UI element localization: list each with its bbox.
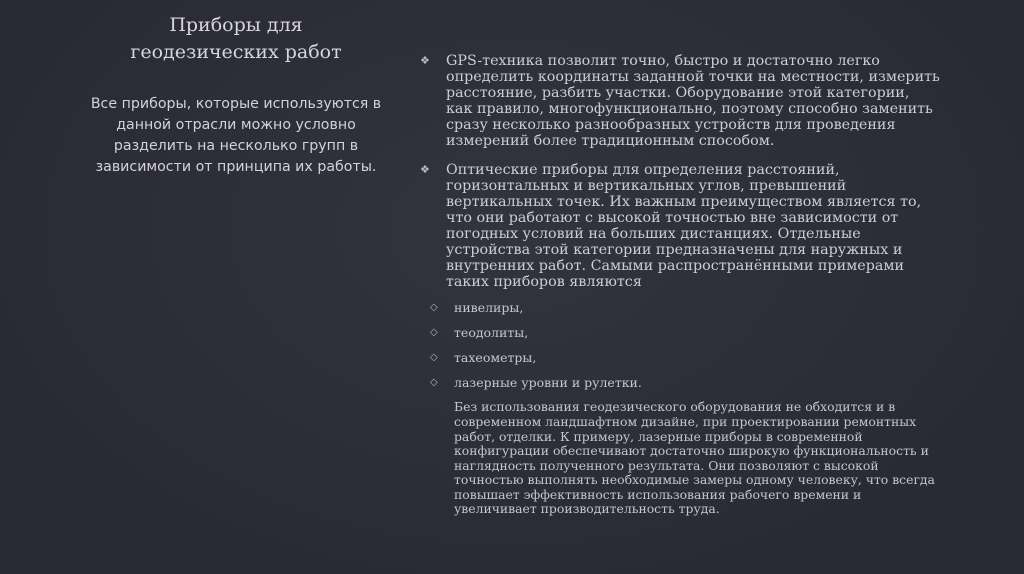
slide-title xyxy=(76,12,396,66)
diamond-outline-bullet-icon: ◇ xyxy=(430,302,438,314)
list-item-text: теодолиты, xyxy=(454,325,529,341)
bullet-text: Оптические приборы для определения расстояний, горизонтальных и вертикальных углов, превышений вертикальных точек. Их важным преимуществом является то, что они работают с высокой точностью вне зависимости от погодных условий на больших дистанциях. Отдельные устройства этой категории предназначены для наружных и внутренних работ. Самыми распространёнными примерами таких приборов являются xyxy=(446,161,922,291)
instrument-list xyxy=(430,300,940,391)
list-item xyxy=(430,375,940,391)
bullet-text: GPS-техника позволит точно, быстро и достаточно легко определить координаты заданной точки на местности, измерить расстояние, разбить участки. Оборудование этой категории, как правило, многофункционально, поэтому способно заменить сразу несколько разнообразных устройств для проведения измерений более традиционным способом. xyxy=(446,53,940,150)
list-item-text: тахеометры, xyxy=(454,350,537,366)
list-item xyxy=(430,350,940,366)
bullet-optical xyxy=(420,162,940,291)
diamond-outline-bullet-icon: ◇ xyxy=(430,327,438,339)
right-column xyxy=(420,53,940,517)
list-item xyxy=(430,325,940,341)
list-item-text: лазерные уровни и рулетки. xyxy=(454,375,642,391)
left-column xyxy=(76,12,396,178)
diamond-outline-bullet-icon: ◇ xyxy=(430,377,438,389)
title-line-1: Приборы для xyxy=(169,14,303,36)
diamond-bullet-icon: ❖ xyxy=(420,162,430,176)
diamond-outline-bullet-icon: ◇ xyxy=(430,352,438,364)
list-item xyxy=(430,300,940,316)
diamond-bullet-icon: ❖ xyxy=(420,54,430,67)
slide-subtitle: Все приборы, которые используются в данной отрасли можно условно разделить на несколько групп в зависимости от принципа их работы. xyxy=(90,96,382,175)
bullet-gps xyxy=(420,53,940,150)
closing-paragraph: Без использования геодезического оборудования не обходится и в современном ландшафтном дизайне, при проектировании ремонтных работ, отделки. К примеру, лазерные приборы в современной конфигурации обеспечивают достаточно широкую функциональность и наглядность полученного результата. Они позволяют с высокой точностью выполнять необходимые замеры одному человеку, что всегда повышает эффективность использования рабочего времени и увеличивает производительность труда. xyxy=(454,399,935,517)
list-item-text: нивелиры, xyxy=(454,300,524,316)
title-line-2: геодезических работ xyxy=(130,41,342,63)
